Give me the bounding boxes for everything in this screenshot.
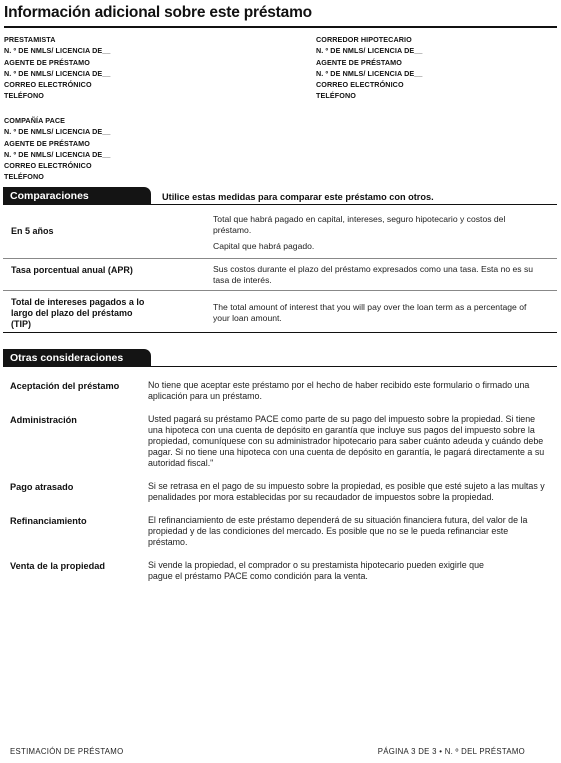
comparison-desc: The total amount of interest that you will pay over the loan term as a percentage of your loan amount.: [213, 302, 527, 323]
comparison-desc: Sus costos durante el plazo del préstamo expresados como una tasa. Esta no es su tasa de interés.: [213, 264, 534, 285]
broker-contact-block: [316, 34, 423, 102]
late-payment-label: Pago atrasado: [10, 482, 74, 492]
lender-nmls-label: N. º DE NMLS/ LICENCIA DE__: [4, 46, 111, 56]
comparison-row-5-years: [3, 206, 557, 259]
broker-label: CORREDOR HIPOTECARIO: [316, 35, 412, 44]
comparisons-instruction: Utilice estas medidas para comparar este préstamo con otros.: [162, 192, 434, 202]
comparison-desc: Total que habrá pagado en capital, intereses, seguro hipotecario y costos del préstamo.: [213, 214, 506, 235]
lender-email-label: CORREO ELECTRÓNICO: [4, 80, 92, 90]
late-payment-text: Si se retrasa en el pago de su impuesto sobre la propiedad, es posible que esté sujeto a las multas y penalidades por mora establecidas por su recaudador de impuestos sobre la propiedad.: [148, 481, 545, 502]
broker-phone-label: TELÉFONO: [316, 91, 356, 101]
comparison-label: En 5 años: [11, 226, 54, 236]
pace-officer-nmls-label: N. º DE NMLS/ LICENCIA DE__: [4, 149, 111, 159]
loan-acceptance-text: No tiene que aceptar este préstamo por el hecho de haber recibido este formulario o firmado una aplicación para un préstamo.: [148, 380, 530, 401]
pace-loan-officer-label: AGENTE DE PRÉSTAMO: [4, 138, 90, 148]
broker-nmls-label: N. º DE NMLS/ LICENCIA DE__: [316, 46, 423, 56]
refinance-label: Refinanciamiento: [10, 516, 87, 526]
pace-phone-label: TELÉFONO: [4, 172, 44, 182]
comparison-row-tip: [3, 291, 557, 333]
footer-page-number: PÁGINA 3 DE 3 • N. º DEL PRÉSTAMO: [377, 747, 525, 756]
other-considerations-tab: Otras consideraciones: [3, 349, 151, 367]
comparison-label: Total de intereses pagados a lo largo del plazo del préstamo (TIP): [11, 297, 145, 329]
servicing-text: Usted pagará su préstamo PACE como parte de su pago del impuesto sobre la propiedad. Si tiene una hipoteca con una cuenta de depósito en garantía que incluye sus pagos del impuesto sobre la propiedad, comuníquese con su administrador hipotecario para saber cuánto adeuda y cuándo debe pagar. Si no tiene una hipoteca con una cuenta de depósito en garantía, le pagará directamente a su autoridad fiscal.": [148, 414, 545, 468]
comparison-row-apr: [3, 259, 557, 291]
property-sale-label: Venta de la propiedad: [10, 561, 105, 571]
comparison-desc-principal: Capital que habrá pagado.: [213, 241, 315, 251]
broker-loan-officer-label: AGENTE DE PRÉSTAMO: [316, 57, 402, 67]
lender-contact-block: [4, 34, 111, 102]
lender-phone-label: TELÉFONO: [4, 91, 44, 101]
loan-acceptance-label: Aceptación del préstamo: [10, 381, 120, 391]
servicing-label: Administración: [10, 415, 77, 425]
broker-officer-nmls-label: N. º DE NMLS/ LICENCIA DE__: [316, 68, 423, 78]
page-title: Información adicional sobre este préstamo: [4, 4, 557, 28]
pace-email-label: CORREO ELECTRÓNICO: [4, 161, 92, 171]
comparisons-tab: Comparaciones: [3, 187, 151, 205]
broker-email-label: CORREO ELECTRÓNICO: [316, 80, 404, 90]
pace-company-label: COMPAÑÍA PACE: [4, 116, 66, 125]
refinance-text: El refinanciamiento de este préstamo dependerá de su situación financiera futura, del valor de la propiedad y de las condiciones del mercado. Es posible que no se le pueda refinanciar este préstamo.: [148, 515, 528, 547]
lender-label: PRESTAMISTA: [4, 35, 56, 44]
lender-officer-nmls-label: N. º DE NMLS/ LICENCIA DE__: [4, 68, 111, 78]
pace-nmls-label: N. º DE NMLS/ LICENCIA DE__: [4, 127, 111, 137]
comparison-label: Tasa porcentual anual (APR): [11, 265, 133, 275]
pace-contact-block: [4, 115, 111, 183]
footer-document-name: ESTIMACIÓN DE PRÉSTAMO: [10, 747, 124, 756]
property-sale-text: Si vende la propiedad, el comprador o su prestamista hipotecario pueden exigirle que pague el préstamo PACE como condición para la venta.: [148, 560, 484, 581]
lender-loan-officer-label: AGENTE DE PRÉSTAMO: [4, 57, 90, 67]
